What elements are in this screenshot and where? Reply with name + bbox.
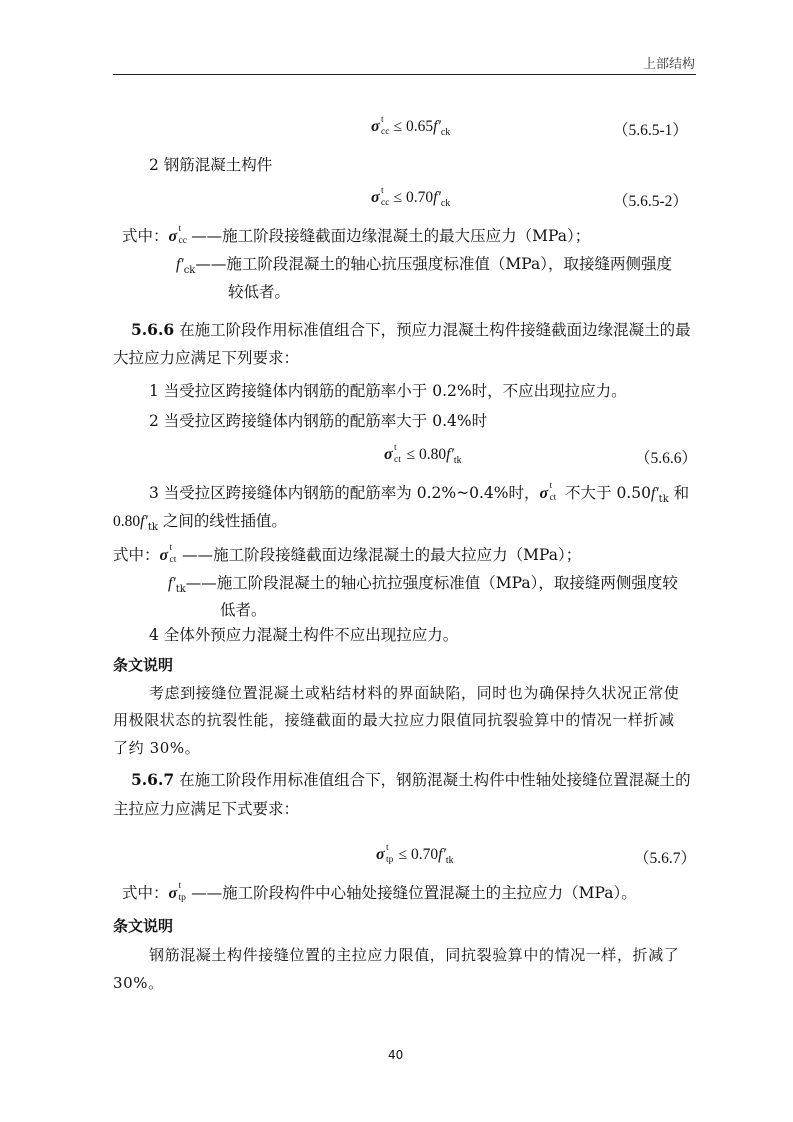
- definition-continuation: 较低者。: [228, 283, 291, 301]
- commentary-title: 条文说明: [113, 917, 174, 935]
- sigma-symbol: σ t tp: [168, 881, 186, 903]
- where-definition: 式中：σ t tp ——施工阶段构件中心轴处接缝位置混凝土的主拉应力（MPa）。: [122, 881, 637, 903]
- definition-continuation: 低者。: [220, 601, 267, 619]
- sigma-symbol: σ t ct: [539, 481, 557, 503]
- list-item: 3 当受拉区跨接缝体内钢筋的配筋率为 0.2%~0.4%时，σ t ct 不大于 $0.50f'_{tk}$ 和: [149, 481, 690, 506]
- running-header: 上部结构: [642, 57, 695, 72]
- clause-text: 主拉应力应满足下式要求：: [113, 800, 300, 818]
- list-item: 2 当受拉区跨接缝体内钢筋的配筋率大于 0.4%时: [149, 412, 488, 430]
- commentary-text: 钢筋混凝土构件接缝位置的主拉应力限值，同抗裂验算中的情况一样，折减了: [149, 946, 680, 964]
- commentary-title: 条文说明: [113, 656, 174, 674]
- list-item: 2 钢筋混凝土构件: [149, 156, 273, 174]
- sigma-symbol: σ t cc: [371, 115, 390, 137]
- commentary-text: 用极限状态的抗裂性能，接缝截面的最大拉应力限值同抗裂验算中的情况一样折减: [113, 711, 675, 729]
- page-number: 40: [388, 1048, 404, 1062]
- equation-number: （5.6.5-1）: [613, 122, 688, 139]
- list-item: 1 当受拉区跨接缝体内钢筋的配筋率小于 0.2%时，不应出现拉应力。: [149, 382, 627, 400]
- where-definition: $f'_{ck}——$施工阶段混凝土的轴心抗压强度标准值（MPa），取接缝两侧强度: [176, 255, 672, 277]
- where-definition: 式中：σ t ct ——施工阶段接缝截面边缘混凝土的最大拉应力（MPa）；: [113, 543, 582, 565]
- where-definition: 式中：σ t cc ——施工阶段接缝截面边缘混凝土的最大压应力（MPa）；: [122, 224, 591, 246]
- sigma-symbol: σ t ct: [159, 543, 177, 565]
- list-item: 4 全体外预应力混凝土构件不应出现拉应力。: [149, 626, 459, 644]
- where-definition: $f'_{tk}——$施工阶段混凝土的轴心抗拉强度标准值（MPa），取接缝两侧强度较: [168, 574, 678, 596]
- header-rule: [113, 74, 696, 75]
- clause-5-6-6: 5.6.6 在施工阶段作用标准值组合下，预应力混凝土构件接缝截面边缘混凝土的最: [131, 320, 691, 339]
- clause-5-6-7: 5.6.7 在施工阶段作用标准值组合下，钢筋混凝土构件中性轴处接缝位置混凝土的: [131, 770, 691, 789]
- commentary-text: 考虑到接缝位置混凝土或粘结材料的界面缺陷，同时也为确保持久状况正常使: [149, 684, 680, 702]
- clause-text: 大拉应力应满足下列要求：: [113, 349, 300, 367]
- equation-number: （5.6.6）: [635, 450, 698, 467]
- sigma-symbol: σ t cc: [168, 224, 187, 246]
- sigma-symbol: σ t tp: [376, 843, 394, 865]
- equation-5-6-5-2: σ t cc ≤ $0.70f'_{ck}$: [371, 186, 451, 210]
- equation-5-6-5-1: σ t cc ≤ $0.65f'_{ck}$: [371, 115, 451, 139]
- equation-5-6-6: σ t ct ≤ $0.80f'_{tk}$: [384, 443, 462, 467]
- list-item-continuation: $0.80f'_{tk}$ 之间的线性插值。: [113, 512, 287, 534]
- equation-5-6-7: σ t tp ≤ $0.70f'_{tk}$: [376, 843, 454, 867]
- sigma-symbol: σ t ct: [384, 443, 401, 465]
- commentary-text: 了约 30%。: [113, 739, 201, 757]
- equation-number: （5.6.5-2）: [613, 193, 688, 210]
- sigma-symbol: σ t cc: [371, 186, 390, 208]
- commentary-text: 30%。: [113, 974, 164, 992]
- equation-number: （5.6.7）: [634, 850, 697, 867]
